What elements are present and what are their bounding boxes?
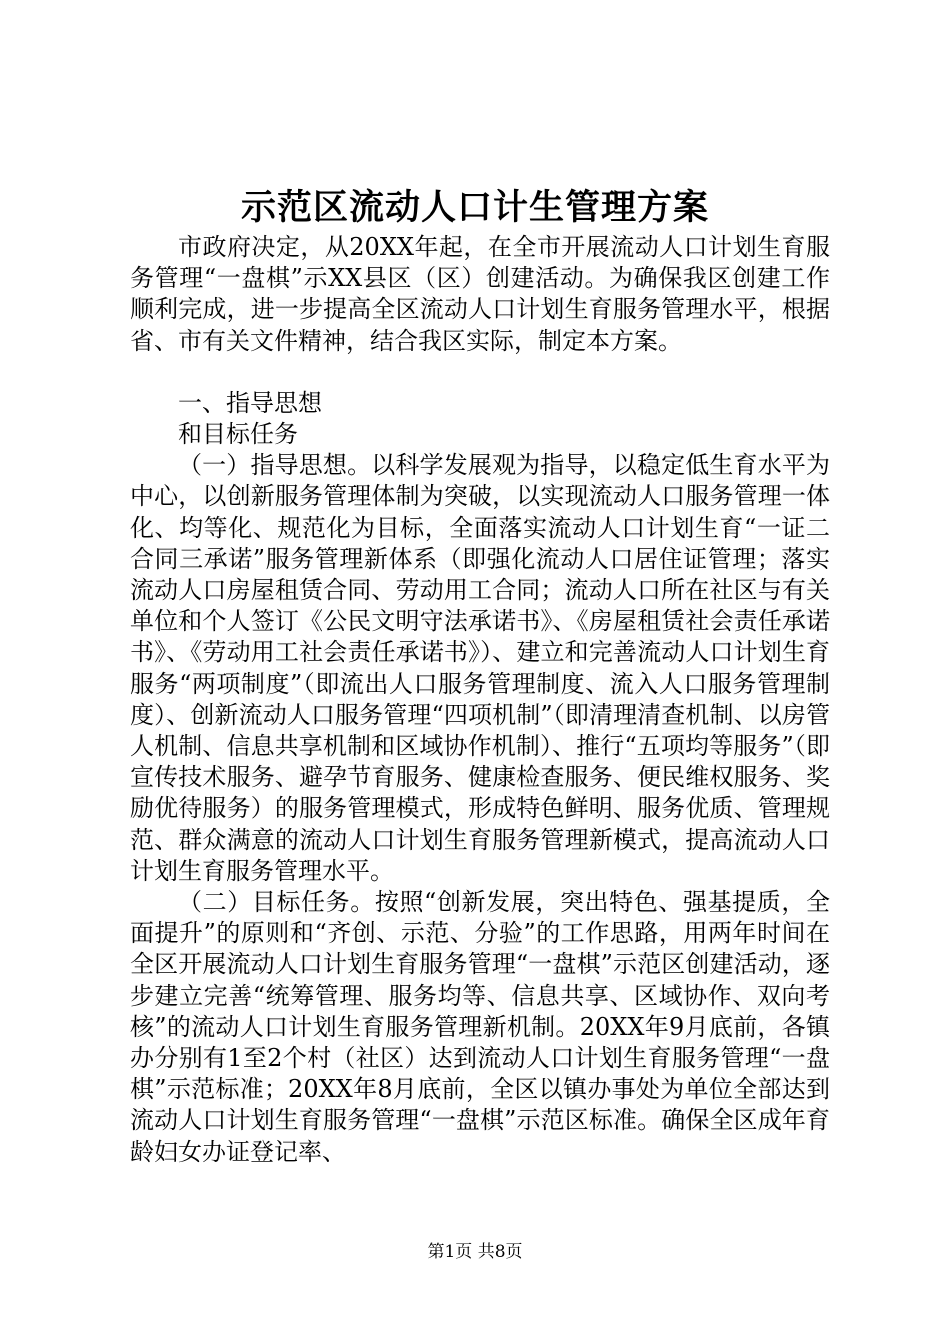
target-tasks-paragraph: （二）目标任务。按照“创新发展，突出特色、强基提质，全面提升”的原则和“齐创、示范、分验”的工作思路，用两年时间在全区开展流动人口计划生育服务管理“一盘棋”示范区创建活动，逐步建立完善“统筹管理、服务均等、信息共享、区域协作、双向考核”的流动人口计划生育服务管理新机制。20XX年9月底前，各镇办分别有1至2个村（社区）达到流动人口计划生育服务管理“一盘棋”示范标准；20XX年8月底前，全区以镇办事处为单位全部达到流动人口计划生育服务管理“一盘棋”示范区标准。确保全区成年育龄妇女办证登记率、	[130, 888, 830, 1166]
intro-paragraph: 市政府决定，从20XX年起，在全市开展流动人口计划生育服务管理“一盘棋”示XX县区（区）创建活动。为确保我区创建工作顺利完成，进一步提高全区流动人口计划生育服务管理水平，根据省、市有关文件精神，结合我区实际，制定本方案。	[130, 233, 830, 355]
section-heading-line-2: 和目标任务	[178, 420, 298, 449]
section-heading-line-1: 一、指导思想	[178, 388, 322, 417]
page-number-footer: 第1页 共8页	[427, 1242, 523, 1262]
document-body	[130, 232, 830, 1168]
guiding-ideology-paragraph: （一）指导思想。以科学发展观为指导，以稳定低生育水平为中心，以创新服务管理体制为突破，以实现流动人口服务管理一体化、均等化、规范化为目标，全面落实流动人口计划生育“一证二合同三承诺”服务管理新体系（即强化流动人口居住证管理；落实流动人口房屋租赁合同、劳动用工合同；流动人口所在社区与有关单位和个人签订《公民文明守法承诺书》、《房屋租赁社会责任承诺书》、《劳动用工社会责任承诺书》）、建立和完善流动人口计划生育服务“两项制度”（即流出人口服务管理制度、流入人口服务管理制度）、创新流动人口服务管理“四项机制”（即清理清查机制、以房管人机制、信息共享机制和区域协作机制）、推行“五项均等服务”（即宣传技术服务、避孕节育服务、健康检查服务、便民维权服务、奖励优待服务）的服务管理模式，形成特色鲜明、服务优质、管理规范、群众满意的流动人口计划生育服务管理新模式，提高流动人口计划生育服务管理水平。	[130, 451, 830, 885]
document-title: 示范区流动人口计生管理方案	[240, 187, 709, 228]
